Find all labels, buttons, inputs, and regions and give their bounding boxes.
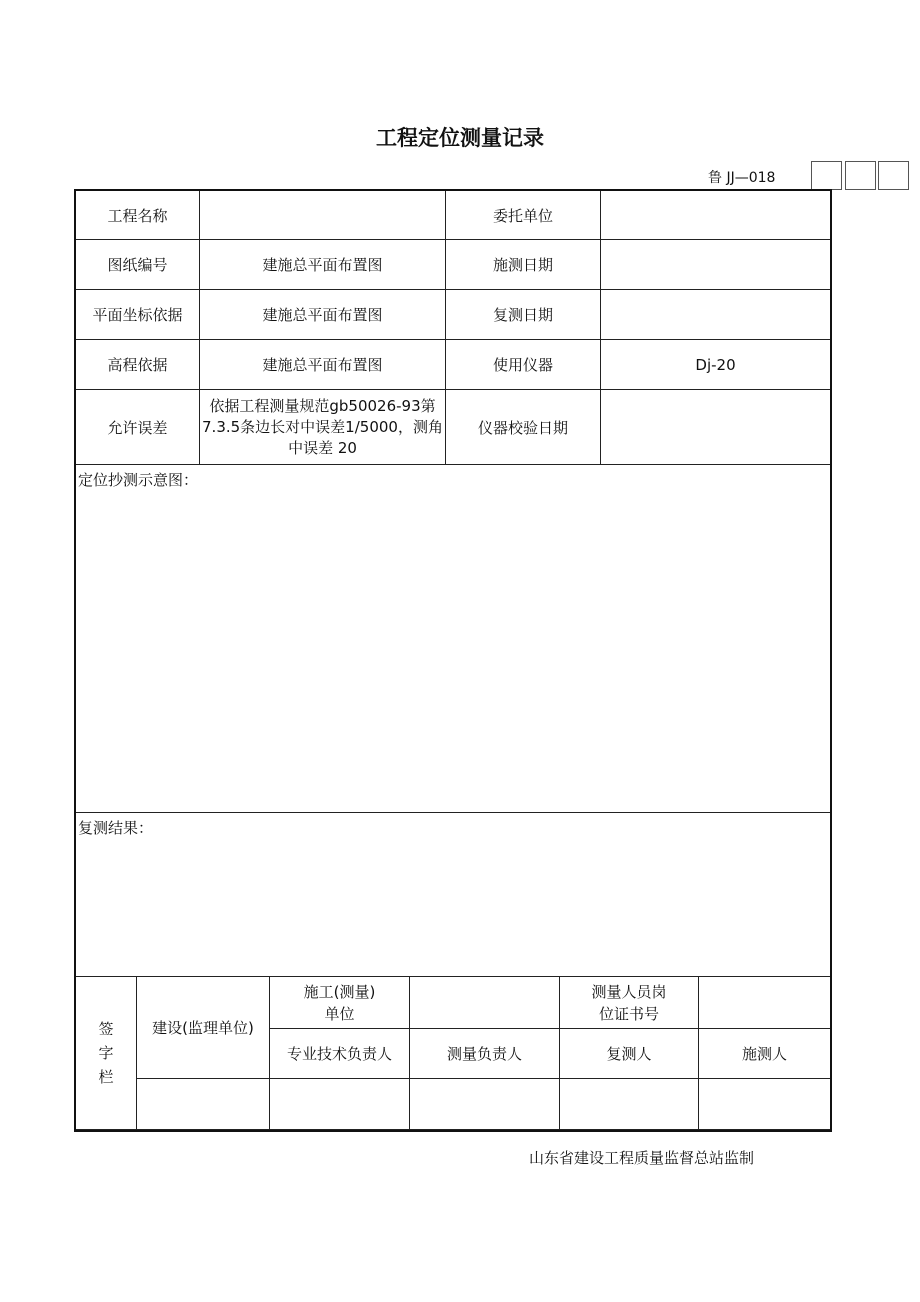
cert-no-label: 测量人员岗位证书号	[560, 977, 699, 1029]
result-area[interactable]	[76, 813, 831, 977]
coordinate-basis-field[interactable]: 建施总平面布置图	[200, 290, 446, 340]
label: 工程名称	[76, 191, 200, 240]
sketch-area[interactable]	[76, 465, 831, 813]
label: 施测日期	[446, 240, 601, 290]
project-name-field[interactable]	[200, 191, 446, 240]
survey-lead-signature[interactable]	[410, 1079, 560, 1130]
label: 图纸编号	[76, 240, 200, 290]
tech-lead-signature[interactable]	[270, 1079, 410, 1130]
info-table	[75, 190, 831, 977]
table-row	[76, 191, 831, 240]
instrument-field[interactable]: Dj-20	[601, 340, 831, 390]
result-label: 复测结果：	[78, 819, 154, 837]
table-row	[76, 290, 831, 340]
code-box[interactable]	[845, 161, 876, 190]
survey-lead-label: 测量负责人	[410, 1029, 560, 1079]
label: 委托单位	[446, 191, 601, 240]
code-box[interactable]	[878, 161, 909, 190]
form-code: 鲁 JJ—018	[708, 170, 776, 186]
label: 允许误差	[76, 390, 200, 465]
tolerance-field[interactable]: 依据工程测量规范gb50026-93第7.3.5条边长对中误差1/5000，测角中误差 20	[200, 390, 446, 465]
label: 复测日期	[446, 290, 601, 340]
surveyor-label: 施测人	[699, 1029, 831, 1079]
rechecker-label: 复测人	[560, 1029, 699, 1079]
label: 高程依据	[76, 340, 200, 390]
sketch-label: 定位抄测示意图：	[78, 471, 199, 489]
label: 使用仪器	[446, 340, 601, 390]
recheck-date-field[interactable]	[601, 290, 831, 340]
table-row	[76, 340, 831, 390]
signature-column-label: 签字栏	[76, 977, 137, 1130]
construction-unit-label: 施工(测量)单位	[270, 977, 410, 1029]
survey-date-field[interactable]	[601, 240, 831, 290]
tech-lead-label: 专业技术负责人	[270, 1029, 410, 1079]
label: 平面坐标依据	[76, 290, 200, 340]
rechecker-signature[interactable]	[560, 1079, 699, 1130]
cert-no-field[interactable]	[699, 977, 831, 1029]
signature-table	[75, 976, 831, 1130]
client-field[interactable]	[601, 191, 831, 240]
table-row	[76, 240, 831, 290]
elevation-basis-field[interactable]: 建施总平面布置图	[200, 340, 446, 390]
calibration-date-field[interactable]	[601, 390, 831, 465]
footer-issuer: 山东省建设工程质量监督总站监制	[529, 1149, 755, 1167]
supervisor-label: 建设(监理单位)	[137, 977, 270, 1079]
code-box[interactable]	[811, 161, 842, 190]
surveyor-signature[interactable]	[699, 1079, 831, 1130]
label: 仪器校验日期	[446, 390, 601, 465]
supervisor-signature[interactable]	[137, 1079, 270, 1130]
page-title: 工程定位测量记录	[376, 126, 544, 150]
drawing-no-field[interactable]: 建施总平面布置图	[200, 240, 446, 290]
construction-unit-field[interactable]	[410, 977, 560, 1029]
table-row	[76, 390, 831, 465]
